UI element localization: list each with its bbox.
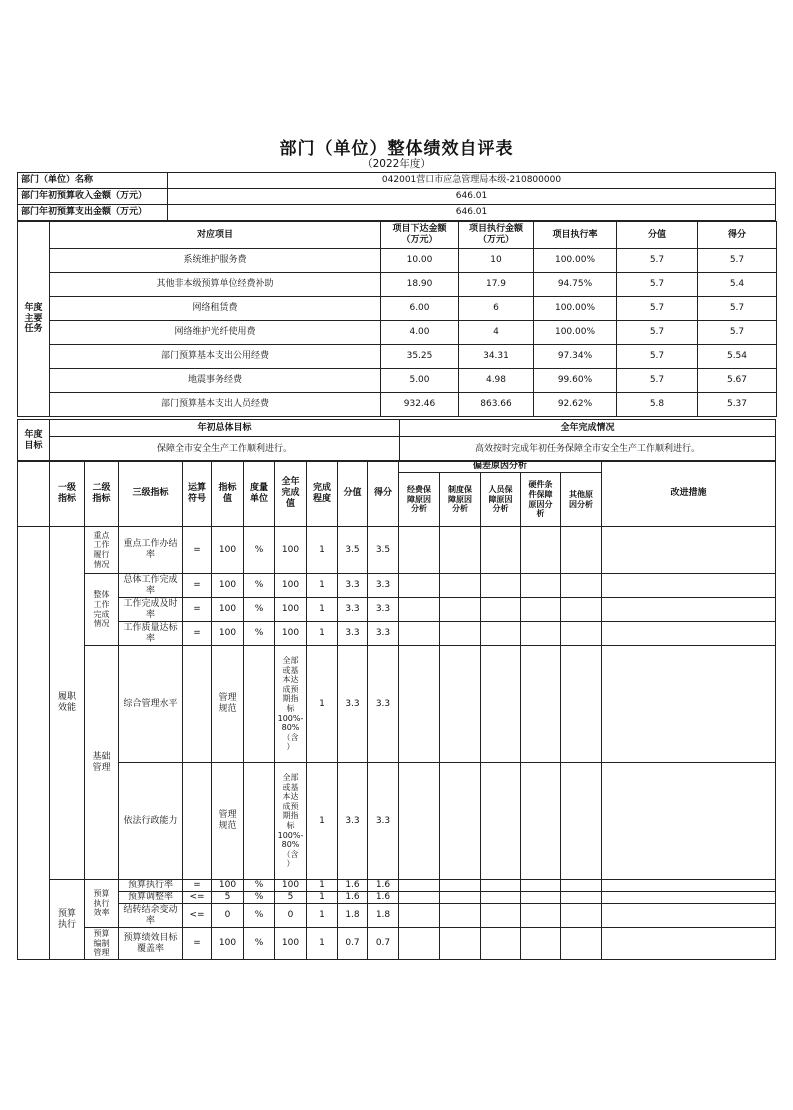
ind-unit: % xyxy=(244,892,275,904)
ind-h-dev-system: 制度保 障原因 分析 xyxy=(440,473,481,527)
ind-degree: 1 xyxy=(307,904,338,928)
ind-op: = xyxy=(183,598,212,622)
page-title: 部门（单位）整体绩效自评表 xyxy=(279,139,514,159)
ind-target: 100 xyxy=(212,622,244,646)
tasks-table xyxy=(17,221,777,417)
ind-unit: % xyxy=(244,574,275,598)
ind-degree: 1 xyxy=(307,880,338,892)
ind-unit: % xyxy=(244,622,275,646)
tasks-col-got: 得分 xyxy=(698,222,777,249)
ind-unit: % xyxy=(244,598,275,622)
ind-degree: 1 xyxy=(307,527,338,574)
expense-value: 646.01 xyxy=(168,205,776,221)
ind-target: 100 xyxy=(212,880,244,892)
ind-target: 管理 规范 xyxy=(212,763,244,880)
ind-name: 预算执行率 xyxy=(119,880,183,892)
task-name: 地震事务经费 xyxy=(50,369,381,393)
task-row xyxy=(18,393,777,417)
goals-side-label: 年度 目标 xyxy=(18,420,50,462)
task-got: 5.4 xyxy=(698,273,777,297)
ind-op: = xyxy=(183,574,212,598)
header-table xyxy=(17,172,776,221)
ind-annual: 0 xyxy=(275,904,307,928)
task-score: 5.7 xyxy=(617,345,698,369)
task-got: 5.54 xyxy=(698,345,777,369)
task-alloc: 35.25 xyxy=(381,345,459,369)
ind-score: 3.3 xyxy=(338,646,368,763)
ind-name: 预算绩效目标覆盖率 xyxy=(119,928,183,960)
ind-h-score: 分值 xyxy=(338,461,368,527)
ind-l2-budget-eff: 预算 执行 效率 xyxy=(85,880,119,928)
task-rate: 97.34% xyxy=(534,345,617,369)
ind-target: 管理 规范 xyxy=(212,646,244,763)
ind-op xyxy=(183,646,212,763)
ind-h-improve: 改进措施 xyxy=(602,461,776,527)
ind-unit: % xyxy=(244,880,275,892)
income-value: 646.01 xyxy=(168,189,776,205)
ind-got: 1.8 xyxy=(368,904,399,928)
ind-annual: 100 xyxy=(275,598,307,622)
ind-op: = xyxy=(183,928,212,960)
task-name: 其他非本级预算单位经费补助 xyxy=(50,273,381,297)
ind-degree: 1 xyxy=(307,763,338,880)
ind-unit xyxy=(244,763,275,880)
ind-h-degree: 完成 程度 xyxy=(307,461,338,527)
task-score: 5.7 xyxy=(617,321,698,345)
task-row xyxy=(18,297,777,321)
tasks-col-project: 对应项目 xyxy=(50,222,381,249)
ind-score: 3.3 xyxy=(338,598,368,622)
task-name: 网络维护光纤使用费 xyxy=(50,321,381,345)
task-alloc: 18.90 xyxy=(381,273,459,297)
task-alloc: 932.46 xyxy=(381,393,459,417)
task-score: 5.7 xyxy=(617,369,698,393)
ind-name: 预算调整率 xyxy=(119,892,183,904)
ind-annual: 100 xyxy=(275,928,307,960)
dept-value: 042001营口市应急管理局本级-210800000 xyxy=(168,173,776,189)
task-name: 部门预算基本支出人员经费 xyxy=(50,393,381,417)
ind-annual: 100 xyxy=(275,880,307,892)
goals-plan-header: 年初总体目标 xyxy=(50,420,400,437)
task-rate: 99.60% xyxy=(534,369,617,393)
ind-h-dev-staff: 人员保 障原因 分析 xyxy=(481,473,521,527)
ind-got: 1.6 xyxy=(368,880,399,892)
task-got: 5.67 xyxy=(698,369,777,393)
ind-l1-performance: 履职 效能 xyxy=(50,527,85,880)
goals-done-text: 高效按时完成年初任务保障全市安全生产工作顺利进行。 xyxy=(400,437,776,462)
ind-target: 100 xyxy=(212,574,244,598)
task-got: 5.7 xyxy=(698,249,777,273)
ind-target: 5 xyxy=(212,892,244,904)
task-rate: 100.00% xyxy=(534,321,617,345)
ind-got: 0.7 xyxy=(368,928,399,960)
task-name: 网络租赁费 xyxy=(50,297,381,321)
task-row xyxy=(18,321,777,345)
ind-l2-key: 重点 工作 履行 情况 xyxy=(85,527,119,574)
task-row xyxy=(18,273,777,297)
ind-name: 结转结余变动率 xyxy=(119,904,183,928)
task-alloc: 5.00 xyxy=(381,369,459,393)
ind-target: 0 xyxy=(212,904,244,928)
ind-name: 综合管理水平 xyxy=(119,646,183,763)
ind-score: 3.3 xyxy=(338,574,368,598)
ind-target: 100 xyxy=(212,598,244,622)
ind-got: 3.3 xyxy=(368,598,399,622)
ind-degree: 1 xyxy=(307,928,338,960)
ind-target: 100 xyxy=(212,527,244,574)
ind-h-target: 指标 值 xyxy=(212,461,244,527)
task-score: 5.7 xyxy=(617,249,698,273)
ind-degree: 1 xyxy=(307,646,338,763)
task-exec: 4.98 xyxy=(459,369,534,393)
ind-degree: 1 xyxy=(307,892,338,904)
task-got: 5.7 xyxy=(698,321,777,345)
ind-score: 1.6 xyxy=(338,880,368,892)
task-score: 5.8 xyxy=(617,393,698,417)
ind-score: 3.3 xyxy=(338,763,368,880)
ind-degree: 1 xyxy=(307,598,338,622)
ind-annual: 全部 或基 本达 成预 期指 标 100%- 80% （含 ） xyxy=(275,646,307,763)
task-exec: 863.66 xyxy=(459,393,534,417)
indicators-table xyxy=(17,460,776,960)
task-score: 5.7 xyxy=(617,297,698,321)
ind-op: <= xyxy=(183,904,212,928)
ind-h-level3: 三级指标 xyxy=(119,461,183,527)
task-name: 系统维护服务费 xyxy=(50,249,381,273)
ind-h-unit: 度量 单位 xyxy=(244,461,275,527)
ind-h-got: 得分 xyxy=(368,461,399,527)
ind-h-dev-hardware: 硬件条 件保障 原因分 析 xyxy=(521,473,561,527)
task-name: 部门预算基本支出公用经费 xyxy=(50,345,381,369)
ind-unit xyxy=(244,646,275,763)
tasks-col-exec: 项目执行金额 （万元） xyxy=(459,222,534,249)
ind-l2-basic: 基础 管理 xyxy=(85,646,119,880)
task-got: 5.7 xyxy=(698,297,777,321)
ind-score: 1.6 xyxy=(338,892,368,904)
ind-got: 3.5 xyxy=(368,527,399,574)
task-exec: 17.9 xyxy=(459,273,534,297)
ind-score: 1.8 xyxy=(338,904,368,928)
ind-op xyxy=(183,763,212,880)
ind-name: 依法行政能力 xyxy=(119,763,183,880)
task-rate: 94.75% xyxy=(534,273,617,297)
goals-done-header: 全年完成情况 xyxy=(400,420,776,437)
income-label: 部门年初预算收入金额（万元） xyxy=(18,189,168,205)
ind-annual: 100 xyxy=(275,622,307,646)
ind-score: 3.3 xyxy=(338,622,368,646)
ind-annual: 全部 或基 本达 成预 期指 标 100%- 80% （含 ） xyxy=(275,763,307,880)
ind-h-level1: 一级 指标 xyxy=(50,461,85,527)
ind-l2-overall: 整体 工作 完成 情况 xyxy=(85,574,119,646)
task-rate: 100.00% xyxy=(534,297,617,321)
ind-h-operator: 运算 符号 xyxy=(183,461,212,527)
ind-h-dev-other: 其他原 因分析 xyxy=(561,473,602,527)
task-alloc: 6.00 xyxy=(381,297,459,321)
ind-annual: 100 xyxy=(275,527,307,574)
task-exec: 10 xyxy=(459,249,534,273)
ind-name: 总体工作完成率 xyxy=(119,574,183,598)
task-score: 5.7 xyxy=(617,273,698,297)
task-exec: 34.31 xyxy=(459,345,534,369)
ind-got: 3.3 xyxy=(368,574,399,598)
tasks-side-label: 年度 主要 任务 xyxy=(18,222,50,417)
ind-h-level2: 二级 指标 xyxy=(85,461,119,527)
ind-got: 1.6 xyxy=(368,892,399,904)
task-rate: 92.62% xyxy=(534,393,617,417)
ind-degree: 1 xyxy=(307,622,338,646)
ind-name: 重点工作办结率 xyxy=(119,527,183,574)
tasks-col-alloc: 项目下达金额 （万元） xyxy=(381,222,459,249)
tasks-col-score: 分值 xyxy=(617,222,698,249)
ind-unit: % xyxy=(244,527,275,574)
task-row xyxy=(18,249,777,273)
ind-score: 3.5 xyxy=(338,527,368,574)
ind-op: = xyxy=(183,880,212,892)
task-exec: 4 xyxy=(459,321,534,345)
ind-name: 工作完成及时率 xyxy=(119,598,183,622)
task-row xyxy=(18,345,777,369)
ind-target: 100 xyxy=(212,928,244,960)
ind-h-dev-funding: 经费保 障原因 分析 xyxy=(399,473,440,527)
ind-score: 0.7 xyxy=(338,928,368,960)
task-row xyxy=(18,369,777,393)
ind-op: <= xyxy=(183,892,212,904)
ind-got: 3.3 xyxy=(368,646,399,763)
expense-label: 部门年初预算支出金额（万元） xyxy=(18,205,168,221)
tasks-col-rate: 项目执行率 xyxy=(534,222,617,249)
ind-unit: % xyxy=(244,928,275,960)
page-subtitle: （2022年度） xyxy=(362,158,431,170)
ind-h-deviation: 偏差原因分析 xyxy=(399,461,602,473)
goals-plan-text: 保障全市安全生产工作顺利进行。 xyxy=(50,437,400,462)
ind-h-annual: 全年 完成 值 xyxy=(275,461,307,527)
ind-op: = xyxy=(183,527,212,574)
ind-got: 3.3 xyxy=(368,763,399,880)
ind-l2-budget-mgmt: 预算 编制 管理 xyxy=(85,928,119,960)
goals-table xyxy=(17,419,776,462)
ind-annual: 5 xyxy=(275,892,307,904)
ind-l1-budget: 预算 执行 xyxy=(50,880,85,960)
task-alloc: 10.00 xyxy=(381,249,459,273)
ind-op: = xyxy=(183,622,212,646)
ind-annual: 100 xyxy=(275,574,307,598)
task-got: 5.37 xyxy=(698,393,777,417)
ind-degree: 1 xyxy=(307,574,338,598)
ind-unit: % xyxy=(244,904,275,928)
ind-name: 工作质量达标率 xyxy=(119,622,183,646)
task-exec: 6 xyxy=(459,297,534,321)
ind-got: 3.3 xyxy=(368,622,399,646)
task-alloc: 4.00 xyxy=(381,321,459,345)
task-rate: 100.00% xyxy=(534,249,617,273)
dept-label: 部门（单位）名称 xyxy=(18,173,168,189)
